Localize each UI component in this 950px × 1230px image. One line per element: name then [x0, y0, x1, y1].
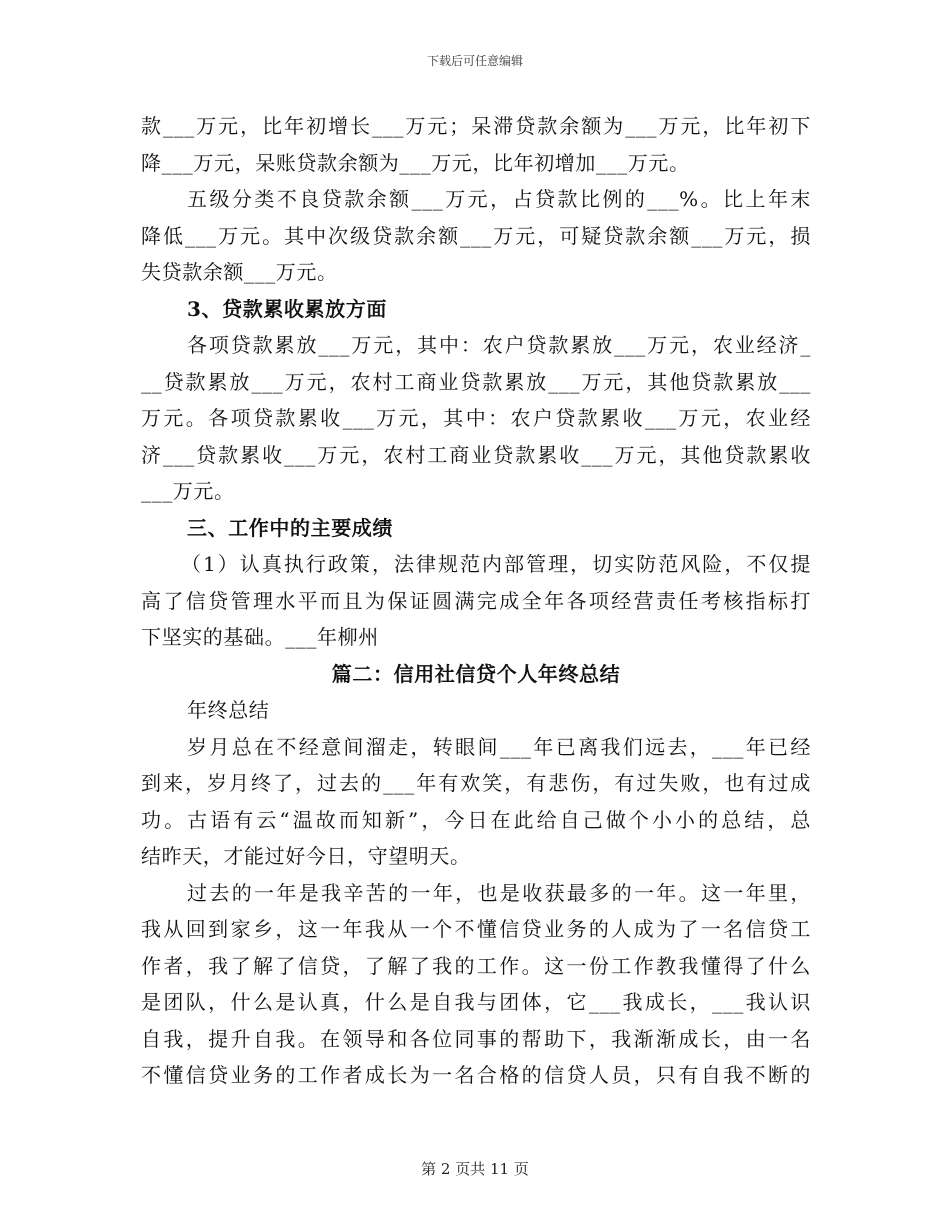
chapter-title: 篇二：信用社信贷个人年终总结: [331, 661, 621, 686]
paragraph-line: 是团队，什么是认真，什么是自我与团体，它___我成长，___我认识: [141, 990, 811, 1014]
subheading: 年终总结: [187, 698, 270, 722]
paragraph-line: 不懂信贷业务的工作者成长为一名合格的信贷人员，只有自我不断的: [141, 1063, 811, 1087]
section-heading: 3、贷款累收累放方面: [187, 296, 387, 321]
paragraph-line: __贷款累放___万元，农村工商业贷款累放___万元，其他贷款累放___: [141, 369, 811, 394]
paragraph-line: ___万元。: [141, 479, 235, 503]
paragraph-line: 各项贷款累放___万元，其中：农户贷款累放___万元，农业经济_: [187, 333, 811, 357]
paragraph-line: 降___万元，呆账贷款余额为___万元，比年初增加___万元。: [141, 150, 690, 175]
paragraph-line: 功。古语有云“温故而知新”，今日在此给自己做个小小的总结，总: [141, 807, 811, 832]
paragraph-line: 过去的一年是我辛苦的一年，也是收获最多的一年。这一年里，: [187, 880, 811, 905]
paragraph-line: 结昨天，才能过好今日，守望明天。: [141, 844, 471, 868]
page-footer: 第 2 页共 11 页: [421, 1160, 529, 1178]
paragraph-line: 五级分类不良贷款余额___万元，占贷款比例的___%。比上年末: [187, 187, 811, 211]
paragraph-line: 济___贷款累收___万元，农村工商业贷款累收___万元，其他贷款累收: [141, 442, 811, 467]
section-heading: 三、工作中的主要成绩: [187, 515, 393, 540]
paragraph-line: 自我，提升自我。在领导和各位同事的帮助下，我渐渐成长，由一名: [141, 1026, 811, 1051]
paragraph-line: 到来，岁月终了，过去的___年有欢笑，有悲伤，有过失败，也有过成: [141, 771, 811, 795]
paragraph-line: 降低___万元。其中次级贷款余额___万元，可疑贷款余额___万元，损: [141, 223, 811, 248]
paragraph-line: （1）认真执行政策，法律规范内部管理，切实防范风险，不仅提: [181, 552, 811, 576]
paragraph-line: 万元。各项贷款累收___万元，其中：农户贷款累收___万元，农业经: [141, 406, 811, 430]
paragraph-line: 我从回到家乡，这一年我从一个不懂信贷业务的人成为了一名信贷工: [141, 917, 811, 941]
page-header: 下载后可任意编辑: [426, 54, 523, 68]
paragraph-line: 失贷款余额___万元。: [141, 260, 338, 284]
paragraph-line: 高了信贷管理水平而且为保证圆满完成全年各项经营责任考核指标打: [141, 588, 811, 613]
paragraph-line: 作者，我了解了信贷，了解了我的工作。这一份工作教我懂得了什么: [141, 953, 811, 978]
paragraph-line: 岁月总在不经意间溜走，转眼间___年已离我们远去，___年已经: [187, 734, 811, 759]
paragraph-line: 款___万元，比年初增长___万元；呆滞贷款余额为___万元，比年初下: [141, 114, 811, 138]
document-body: [141, 108, 811, 1094]
paragraph-line: 下坚实的基础。___年柳州: [141, 625, 379, 649]
